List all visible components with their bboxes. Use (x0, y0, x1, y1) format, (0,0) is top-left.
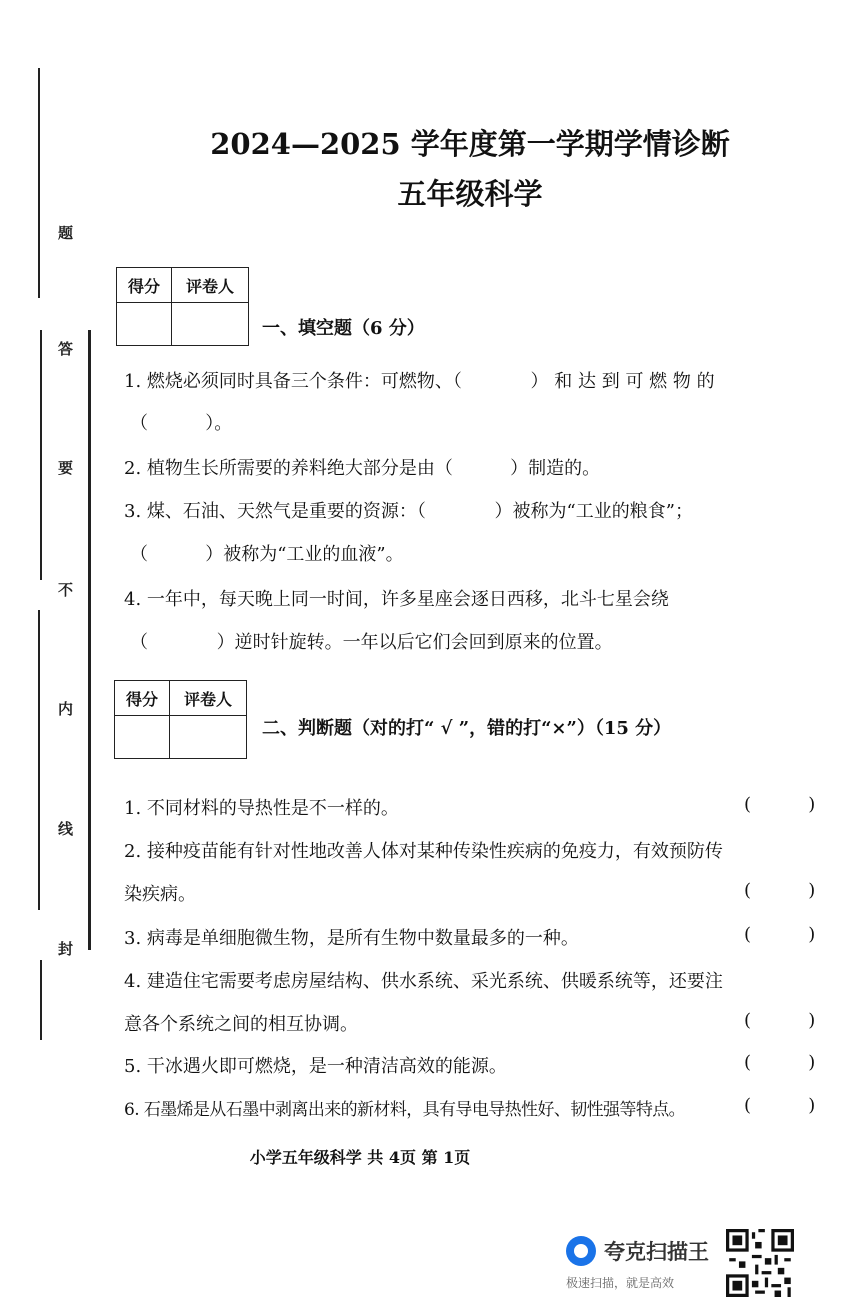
seal-char: 封 (58, 940, 74, 958)
page-footer: 小学五年级科学 共 4页 第 1页 (249, 1148, 471, 1167)
seal-char: 内 (58, 700, 74, 718)
score-box (114, 680, 247, 759)
binding-line (40, 960, 42, 1040)
question-line: 1. 不同材料的导热性是不一样的。 (124, 798, 399, 819)
grader-cell[interactable] (172, 303, 249, 346)
question-line: （ ）被称为“工业的血液”。 (130, 544, 404, 565)
grader-label: 评卷人 (172, 268, 249, 303)
score-label: 得分 (117, 268, 172, 303)
question-line: 5. 干冰遇火即可燃烧，是一种清洁高效的能源。 (124, 1056, 507, 1077)
score-cell[interactable] (115, 716, 170, 759)
question-line: 意各个系统之间的相互协调。 (124, 1014, 358, 1035)
seal-char: 题 (58, 224, 74, 242)
scanner-logo-icon (566, 1236, 596, 1266)
grader-cell[interactable] (170, 716, 247, 759)
score-label: 得分 (115, 681, 170, 716)
answer-paren[interactable]: ( ) (744, 1052, 816, 1073)
page-subtitle: 五年级科学 (397, 177, 543, 211)
scanner-tagline: 极速扫描，就是高效 (566, 1276, 675, 1290)
seal-char: 答 (58, 340, 74, 358)
question-line: 6. 石墨烯是从石墨中剥离出来的新材料，具有导电导热性好、韧性强等特点。 (124, 1100, 686, 1120)
seal-char: 线 (58, 820, 74, 838)
seal-char: 要 (58, 459, 74, 477)
answer-paren[interactable]: ( ) (744, 1095, 816, 1116)
section-heading: 一、填空题（6 分） (262, 318, 425, 339)
question-line: （ ）逆时针旋转。一年以后它们会回到原来的位置。 (130, 632, 613, 653)
page-title: 2024—2025 学年度第一学期学情诊断 (210, 127, 730, 161)
question-line: 3. 煤、石油、天然气是重要的资源：（ ）被称为“工业的粮食”； (124, 501, 693, 522)
seal-char: 不 (58, 581, 74, 599)
grader-label: 评卷人 (170, 681, 247, 716)
binding-line (38, 610, 40, 910)
question-line: （ ）。 (130, 413, 233, 434)
answer-paren[interactable]: ( ) (744, 794, 816, 815)
score-cell[interactable] (117, 303, 172, 346)
section-heading: 二、判断题（对的打“ √ ”，错的打“×”）（15 分） (262, 718, 672, 739)
answer-paren[interactable]: ( ) (744, 880, 816, 901)
question-line: 2. 接种疫苗能有针对性地改善人体对某种传染性疾病的免疫力，有效预防传 (124, 841, 723, 862)
question-line: 染疾病。 (124, 884, 196, 905)
question-line: 3. 病毒是单细胞微生物，是所有生物中数量最多的一种。 (124, 928, 579, 949)
binding-line (40, 330, 42, 580)
question-line: 2. 植物生长所需要的养料绝大部分是由（ ）制造的。 (124, 458, 601, 479)
question-line: 4. 建造住宅需要考虑房屋结构、供水系统、采光系统、供暖系统等，还要注 (124, 971, 723, 992)
scanner-app-name: 夸克扫描王 (604, 1240, 709, 1264)
answer-paren[interactable]: ( ) (744, 924, 816, 945)
question-line: 1. 燃烧必须同时具备三个条件：可燃物、（ ） 和 达 到 可 燃 物 的 (124, 371, 715, 392)
binding-line-inner (88, 330, 91, 950)
score-box (116, 267, 249, 346)
question-line: 4. 一年中，每天晚上同一时间，许多星座会逐日西移，北斗七星会绕 (124, 589, 669, 610)
qr-code-icon (726, 1229, 794, 1297)
answer-paren[interactable]: ( ) (744, 1010, 816, 1031)
